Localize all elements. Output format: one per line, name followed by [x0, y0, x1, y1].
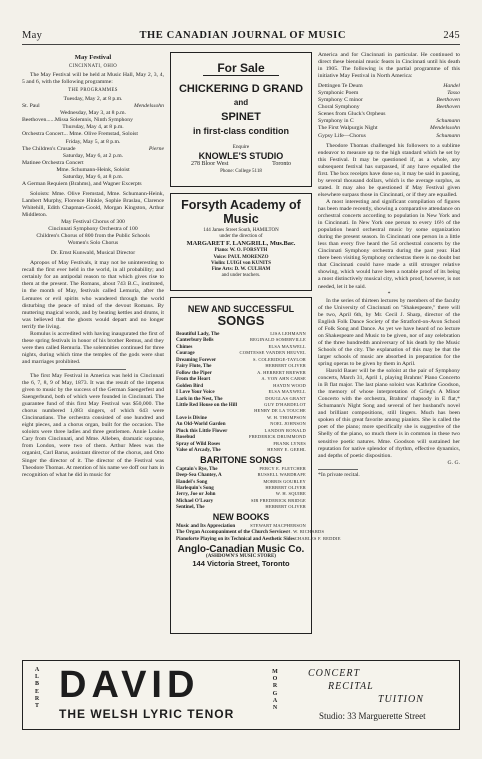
entry-title: Dreaming Forever [176, 356, 217, 363]
baritone-row [176, 504, 306, 510]
header-month: May [22, 29, 43, 41]
david-tagline: THE WELSH LYRIC TENOR [59, 707, 235, 721]
body-paragraph: Harold Bauer will be the soloist at the pair of Symphony concerts, March 31, April 1, playing Brahms' Piano Concerto in B flat major. The last piano soloist was Kathrine Goodson, the memory of whose interpretation of Grieg's A Minor Concerto with the orchestra, Brahms' rhapsody in E flat,* Schumann's Night Song and several of her husband's novel and brilliant compositions, still lingers. Much has been spoken of this great favorite among pianists. She is called the poet of the piano; more specifically she is suggestive of the Shelly of the piano, so much there is in common in these two sensitive poetic natures. Mme. Goodson will sustained her reputation for native splendor of rhythm, effective dynamics, and depths of poetic disposition. [318, 368, 460, 459]
entry-author: A. HERBERT BREWER [257, 369, 306, 375]
body-paragraph: In the series of thirteen lectures by members of the faculty of the University of Cincinnati on "Shakespeare," there will be two, April 6th, by Mr. Cecil J. Sharp, director of the English Folk Dance Society of the Stratford-on-Avon School of Folk Song and Dance. As yet we have heard of no lecture on Shakespeare and Music to be given, nor of any celebration of the three hundredth anniversary of his death by the Music Schools of the city. The explanation of this may be that the larger schools of music are absorbed in preparation for the spring operas to be given by them in April. [318, 297, 460, 368]
vertical-letter: A [34, 667, 40, 673]
entry-author: REGINALD SOMERVILLE [249, 337, 306, 343]
entry-title: Music and Its Appreciation [176, 522, 236, 529]
entry-author: NOEL JOHNSON [270, 421, 306, 427]
programme-work: Symphony in C [318, 118, 354, 125]
entry-title: Chimes [176, 343, 193, 350]
ad-line: Violin: LUIGI von KUNITS [211, 260, 271, 266]
book-row [176, 535, 341, 542]
ad-line: Piano: W. O. FORSYTH [214, 248, 268, 254]
programme-composer: Schumann [436, 118, 460, 125]
entry-title: Courage [176, 350, 195, 357]
vertical-letter: O [272, 676, 278, 683]
body-paragraph: The first May Festival in America was held in Cincinnati the 6, 7, 8, 9 of May, 1873. It was the result of the impetus given to music by the success of the German Saengerfest and Saengerbund, both of which were founded in Cincinnati. The guarantee fund of this first May Festival was $50,000. The chorus numbered 1,083 singers, of which 643 were Cincinnatians. The orchestra consisted of one hundred and eight pieces, and a chorus organ, built for the occasion. The soloists were three ladies and three gentlemen. Annie Louise Cary from Cincinnati, and Mme. Alleben, dramatic soprano, from London, were two of them. Arthur Mees was the organist, Carl Barus, assistant director of the chorus, and Otto Singer the director of it. The director of the Festival was Theodore Thomas. At mention of his name we doff our hats in recognition of what he did in music for [22, 372, 164, 478]
entry-title: Canterbury Bells [176, 337, 214, 344]
entry-author: W. H. THOMPSON [266, 414, 306, 420]
chorus-line: May Festival Chorus of 300 [61, 219, 125, 226]
entry-title: Follow the Piper [176, 369, 212, 376]
right-column [318, 52, 460, 479]
entry-author: ELSA MAXWELL [268, 389, 306, 395]
vertical-letter: A [272, 697, 278, 704]
entry-title: Beautiful Lady, The [176, 331, 220, 337]
service-concert: CONCERT [308, 668, 361, 679]
programme-work: The First Walpurgis Night [318, 125, 378, 132]
forsyth-academy-ad [170, 193, 312, 291]
ad-heading: SONGS [217, 313, 265, 328]
programme-work: Symphony C minor [318, 97, 363, 104]
entry-author: HERBERT OLIVER [265, 504, 306, 510]
entry-title: The Organ Accompaniment of the Church Services [176, 529, 288, 536]
studio-address: Studio: 33 Marguerette Street [319, 711, 426, 721]
entry-author: ELSA MAXWELL [268, 343, 306, 349]
entry-title: Golden Bird [176, 382, 204, 389]
body-paragraph: A most interesting and significant compilation of figures has been made recently, showing a comparative attendance on orchestral concerts according to population in New York and in Cincinnati. In New York one person to every 16½ of the population heard orchestral music by some organization during the present season. In Cincinnati one person in a little less than every five heard the 54 orchestral concerts by the Cincinnati Symphony orchestra during the past year. Had there been visiting Symphony orchestras there is no doubt but that Cincinnati could have made a still stronger relative showing, which would have been a notable proof of its being a most distinctively musical city, which proof, however, is not needed, let it be said. [318, 198, 460, 290]
entry-author: A. VON AHN CARSE [261, 376, 306, 382]
programme-composer: Tasso [447, 90, 460, 97]
song-row [176, 447, 306, 453]
ad-title: For Sale [203, 65, 279, 76]
entry-title: Spray of Wild Roses [176, 440, 221, 447]
programme-composer: Beethoven [436, 97, 460, 104]
programme-item: A German Requiem (Brahms), and Wagner Excerpts [22, 180, 142, 187]
programme-item: Matinee Orchestra Concert [22, 159, 84, 166]
song-list [176, 331, 306, 454]
publisher-name: Anglo-Canadian Music Co. [177, 544, 305, 556]
entry-author: STEWART MACPHERSON [250, 522, 306, 528]
programme-work: Scenes from Gluck's Orpheus [318, 111, 386, 118]
entry-title: Captain's Rye, The [176, 465, 218, 472]
journal-title: THE CANADIAN JOURNAL OF MUSIC [139, 29, 347, 41]
programme-item: Beethoven......Missa Solemnis, Ninth Symphony [22, 117, 133, 124]
programme-work: Choral Symphony [318, 104, 360, 111]
programme-work: Gypsy Life—Chorus [318, 132, 366, 139]
entry-title: Love is Divine [176, 414, 207, 421]
ad-line: under the direction of [219, 234, 263, 240]
programme-composer: Beethoven [436, 104, 460, 111]
partial-programme [318, 83, 460, 139]
entry-author: HERBERT OLIVER [265, 363, 306, 369]
signature: G. G. [447, 459, 460, 466]
publisher-address: 144 Victoria Street, Toronto [192, 559, 290, 569]
programme-date: Thursday, May 4, at 8 p.m. [62, 124, 124, 131]
entry-title: Pianoforte Playing on its Technical and Aesthetic Sides [176, 535, 295, 542]
programme-date: Mme. Schumann-Heink, Soloist [56, 166, 130, 173]
entry-author: HENRY E. GEEHL [267, 447, 306, 453]
programme-item: The Children's Crusade Pierne [22, 145, 164, 152]
section-divider [60, 369, 126, 370]
vertical-letter: G [272, 690, 278, 697]
left-column [22, 52, 164, 479]
entry-title: Fairy Flute, The [176, 363, 212, 370]
for-sale-ad [170, 52, 312, 187]
vertical-letter: B [34, 681, 39, 688]
programme-date: Friday, May 5, at 8 p.m. [65, 138, 121, 145]
ad-line: Fine Arts: D. W. CULHAM [211, 267, 271, 273]
ad-address: 278 Bloor West Toronto [191, 160, 291, 167]
first-name-vertical [33, 667, 41, 710]
page-number: 245 [443, 29, 460, 41]
entry-title: Sentinel, The [176, 504, 205, 511]
soloists-paragraph: Soloists: Mme. Olive Fremstad, Mme. Schumann-Heink, Lambert Murphy, Florence Hinkle, Sophie Braslau, Clarence Whitehill, Edith Chapman-Goold, Morgan Kingston, Arthur Middleton. [22, 190, 164, 218]
programmes-heading: THE PROGRAMMES [68, 88, 118, 94]
programme-composer: Handel [443, 83, 460, 90]
programme-item: Orchestra Concert... Mme. Olive Fremstad, Soloist [22, 131, 138, 138]
ad-line: in first-class condition [192, 126, 289, 137]
programme-date: Tuesday, May 2, at 8 p.m. [63, 96, 123, 103]
entry-author: H. W. RICHARDS [287, 529, 325, 535]
entry-author: HAYDN WOOD [273, 382, 306, 388]
publisher-store: (ASHDOWN'S MUSIC STORE) [206, 554, 276, 560]
service-recital: RECITAL [328, 681, 374, 692]
service-tuition: TUITION [378, 694, 424, 705]
baritone-list [176, 466, 306, 511]
ad-line: and [233, 98, 249, 108]
programme-date: Wednesday, May 3, at 8 p.m. [60, 110, 126, 117]
ad-line: KNOWLE'S STUDIO [198, 150, 284, 161]
surname-vertical [271, 669, 279, 712]
entry-title: Pluck this Little Flower [176, 427, 228, 434]
programme-item [318, 118, 460, 125]
ad-line: and under teachers. [221, 273, 261, 279]
ad-title: Forsyth Academy of Music [181, 198, 301, 226]
programme-item [318, 125, 460, 132]
ad-line: SPINET [221, 111, 261, 124]
programme-work: Symphonic Poem [318, 90, 359, 97]
programme-item [318, 133, 460, 140]
entry-author: DOUGLAS GRANT [265, 395, 306, 401]
entry-author: COMTESSE VANDEN HEUVEL [239, 350, 306, 356]
entry-author: FRANK LYNES [273, 440, 306, 446]
vertical-letter: T [34, 703, 39, 710]
body-paragraph: Romulus is accredited with having inaugurated the first of these spring festivals in honor of his brother Remus, and they were then called Remuria. The solemnities continued for three nights, during which time the temples of the gods were shut and marriages prohibited. [22, 330, 164, 365]
ad-line: CHICKERING D GRAND [178, 83, 304, 96]
chorus-line: Cincinnati Symphony Orchestra of 100 [48, 226, 138, 233]
entry-author: CHARLES F. REDDIE [294, 535, 341, 541]
footnote: *In private recital. [318, 471, 360, 478]
article-title: May Festival [74, 54, 112, 61]
entry-author: GUY D'HARDELOT [264, 401, 306, 407]
david-ad [22, 660, 460, 730]
entry-title: Little Red House on the Hill [176, 401, 237, 408]
entry-title: I Love Your Voice [176, 389, 215, 396]
programme-date: Saturday, May 6, at 8 p.m. [62, 173, 124, 180]
ad-phone: Phone: College 5118 [220, 168, 262, 174]
entry-title: Harlequin's Song [176, 485, 214, 492]
entry-author: W. H. SQUIRE [275, 491, 306, 497]
entry-author: S. COLERIDGE-TAYLOR [252, 356, 306, 362]
ad-line: Enquire [232, 144, 250, 151]
entry-title: Michael O'Leary [176, 497, 214, 504]
chorus-line: Women's Solo Chorus [67, 240, 119, 247]
ad-heading: NEW AND SUCCESSFUL [187, 304, 295, 314]
vertical-letter: R [272, 683, 278, 690]
entry-title: Lark in the Nest, The [176, 395, 223, 402]
programme-item [318, 83, 460, 90]
vertical-letter: E [34, 688, 39, 695]
article-place: CINCINNATI, OHIO [68, 64, 118, 70]
body-paragraph: Apropos of May Festivals, it may not be uninteresting to recall the first ever held in the world, in all probability; and certainly for an antipodal reason to that which gives rise to them at the present. The Romans, about 743 B.C., instituted, in the month of May, festivals called Lemuria, after the Lemures or evil spirits who wandered through the world disturbing the peace of mind of the devout Romans. By muttering magical words, and by beating kettles and drums, it was believed that the ghosts would depart and no longer terrify the living. [22, 260, 164, 330]
entry-title: Valse of Arcady, The [176, 447, 221, 454]
body-paragraph: Theodore Thomas challenged his followers to a sublime endeavor to measure up to the high standard which he set by this Festival. It may be questioned if, as a whole, any subsequent festival has surpassed, if any have equalled the first. The box receipts have done so, it may be said in passing, by several thousand dollars, which is the average surplus, as stated. It may also be questioned if May Festival given elsewhere surpass those in Cincinnati, or if they are equalled. [318, 142, 460, 198]
entry-author: LISA LEHMANN [270, 331, 306, 336]
entry-author: MORRIS GOURLEY [263, 478, 306, 484]
entry-author: HENRY DE LA TOUCHE [254, 408, 306, 414]
ad-line: MARGARET F. LANGRILL, Mus.Bac. [186, 240, 296, 248]
chorus-line: Children's Chorus of 800 from the Public Schools [36, 233, 150, 240]
intro-paragraph: The May Festival will be held at Music Hall, May 2, 3, 4, 5 and 6, with the following programme: [22, 72, 164, 86]
david-name: DAVID [59, 664, 200, 706]
vertical-letter: R [34, 695, 40, 702]
programme-item [318, 90, 460, 97]
vertical-letter: M [272, 669, 278, 675]
entry-author: RUSSELL WARDRAFE [257, 472, 306, 478]
entry-title: Rosebud [176, 434, 195, 441]
footnote-rule [318, 469, 358, 470]
entry-title: Handel's Song [176, 478, 208, 485]
body-paragraph: America and for Cincinnati in particular. He continued to direct these biennial music feasts in Cincinnati until his death in 1905. The following is the partial programme of this initiative May Festival in North America: [318, 52, 460, 80]
programme-item [318, 111, 460, 118]
entry-author: SIR FREDERICK BRIDGE [250, 497, 306, 503]
books-heading: NEW BOOKS [212, 511, 270, 522]
ad-line: 144 James Street South, HAMILTON [203, 228, 279, 233]
entry-author: LANDON RONALD [264, 427, 306, 433]
page-header [22, 28, 460, 45]
director-line: Dr. Ernst Kunwald, Musical Director [50, 250, 136, 257]
programme-item: St. Paul Mendelssohn [22, 103, 164, 110]
ad-line: Voice: PAUL MORENZO [213, 254, 269, 260]
entry-author: FREDERICK DRUMMOND [249, 434, 306, 440]
entry-title: Jerry, Joe or John [176, 491, 216, 498]
programme-item [318, 97, 460, 104]
programme-date: Saturday, May 6, at 2 p.m. [62, 152, 124, 159]
book-list [176, 522, 341, 542]
entry-author: PERCY E. FLETCHER [259, 465, 306, 471]
entry-title: Deep-Sea Chantey, A [176, 472, 222, 479]
baritone-heading: BARITONE SONGS [200, 454, 282, 465]
programme-composer: Schumann [436, 132, 460, 139]
section-star: * [387, 290, 391, 297]
entry-title: An Old-World Garden [176, 421, 226, 428]
programme-composer: Mendelssohn [429, 125, 460, 132]
vertical-letter: N [272, 705, 278, 712]
entry-author: HERBERT OLIVER [265, 485, 306, 491]
vertical-letter: L [34, 674, 39, 681]
entry-title: From the Heart [176, 376, 211, 383]
programme-work: Dettingen Te Deum [318, 83, 363, 90]
